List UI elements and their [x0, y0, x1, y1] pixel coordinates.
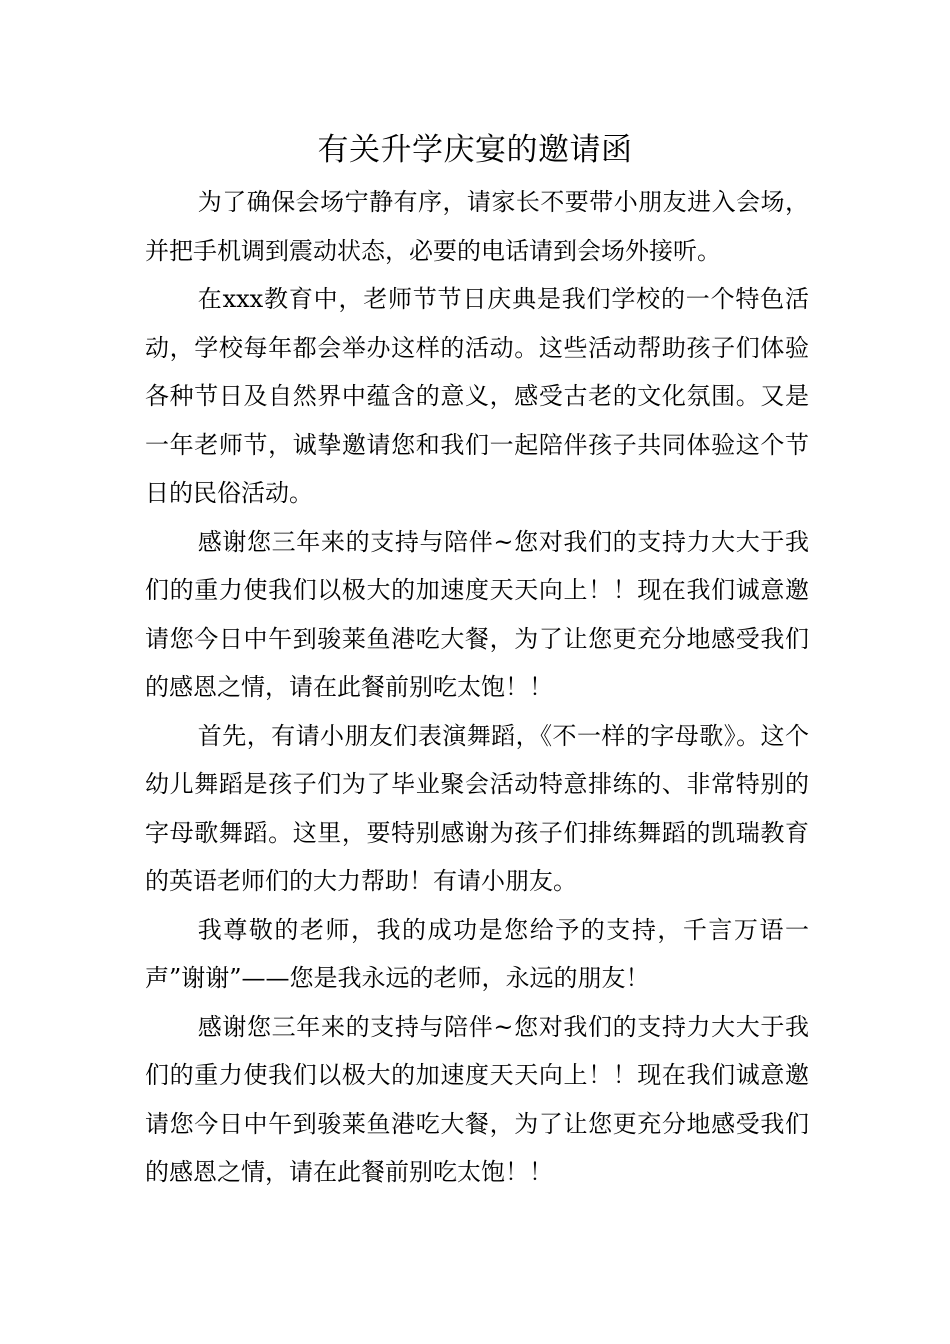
- paragraph-gratitude-teacher: 我尊敬的老师，我的成功是您给予的支持，千言万语一声”谢谢”——您是我永远的老师，永远的朋友！: [145, 915, 809, 992]
- paragraph-teachers-day: 在xxx教育中，老师节节日庆典是我们学校的一个特色活动，学校每年都会举办这样的活动。这些活动帮助孩子们体验各种节日及自然界中蕴含的意义，感受古老的文化氛围。又是一年老师节，诚挚邀请您和我们一起陪伴孩子共同体验这个节日的民俗活动。: [145, 285, 809, 507]
- paragraph-thanks-invitation: 感谢您三年来的支持与陪伴~您对我们的支持力大大于我们的重力使我们以极大的加速度天天向上！！现在我们诚意邀请您今日中午到骏莱鱼港吃大餐，为了让您更充分地感受我们的感恩之情，请在此餐前别吃太饱！！: [145, 527, 809, 701]
- paragraph-venue-notice: 为了确保会场宁静有序，请家长不要带小朋友进入会场，并把手机调到震动状态，必要的电话请到会场外接听。: [145, 188, 809, 265]
- paragraph-dance-performance: 首先，有请小朋友们表演舞蹈，《不一样的字母歌》。这个幼儿舞蹈是孩子们为了毕业聚会活动特意排练的、非常特别的字母歌舞蹈。这里，要特别感谢为孩子们排练舞蹈的凯瑞教育的英语老师们的大力帮助！有请小朋友。: [145, 721, 809, 895]
- paragraph-thanks-invitation-repeat: 感谢您三年来的支持与陪伴~您对我们的支持力大大于我们的重力使我们以极大的加速度天天向上！！现在我们诚意邀请您今日中午到骏莱鱼港吃大餐，为了让您更充分地感受我们的感恩之情，请在此餐前别吃太饱！！: [145, 1012, 809, 1186]
- document-body: [145, 178, 809, 1197]
- document-title: 有关升学庆宴的邀请函: [317, 132, 633, 168]
